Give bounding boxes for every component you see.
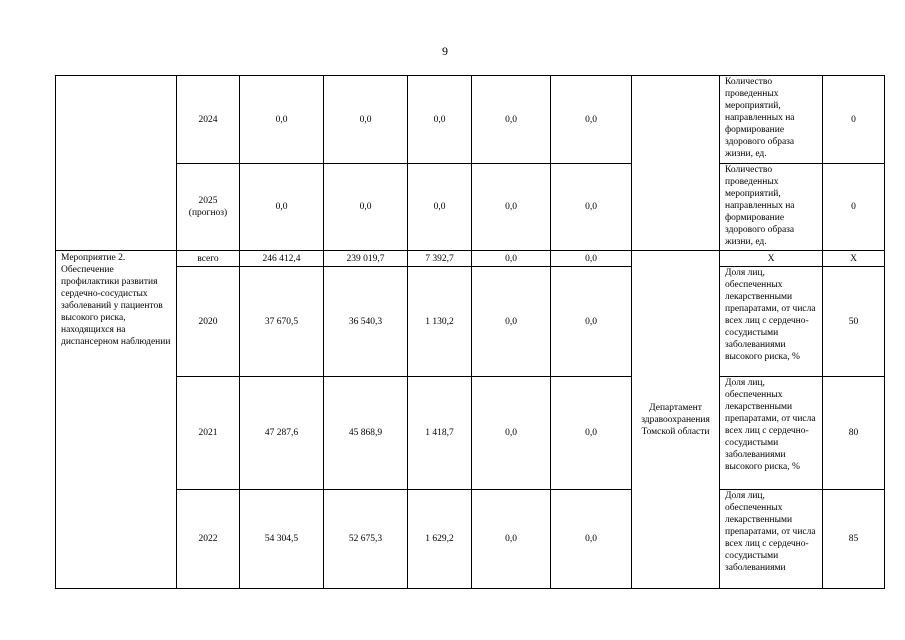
indicator-value-cell: 50 (823, 267, 885, 377)
local-budget-cell: 0,0 (472, 490, 551, 589)
other-sources-cell: 0,0 (551, 164, 632, 251)
table-row (56, 267, 885, 377)
regional-budget-cell: 52 675,3 (324, 490, 408, 589)
year-cell: 2020 (177, 267, 240, 377)
executor-cell: Департамент здравоохранения Томской области (632, 251, 720, 589)
indicator-value-cell: 85 (823, 490, 885, 589)
regional-budget-cell: 0,0 (324, 76, 408, 164)
activity-name-cell (56, 76, 177, 251)
regional-budget-cell: 239 019,7 (324, 251, 408, 267)
total-cell: 0,0 (240, 164, 324, 251)
executor-cell (632, 76, 720, 251)
local-budget-cell: 0,0 (472, 251, 551, 267)
total-cell: 0,0 (240, 76, 324, 164)
page-number: 9 (442, 44, 448, 58)
indicator-cell: Доля лиц, обеспеченных лекарственными препаратами, от числа всех лиц с сердечно-сосудистыми заболеваниями высокого риска, % (720, 377, 823, 490)
federal-budget-cell: 7 392,7 (408, 251, 472, 267)
indicator-cell: Х (720, 251, 823, 267)
total-cell: 37 670,5 (240, 267, 324, 377)
indicator-value-cell: 0 (823, 164, 885, 251)
other-sources-cell: 0,0 (551, 76, 632, 164)
indicator-cell: Количество проведенных мероприятий, направленных на формирование здорового образа жизни, ед. (720, 76, 823, 164)
total-cell: 54 304,5 (240, 490, 324, 589)
indicator-cell: Количество проведенных мероприятий, направленных на формирование здорового образа жизни, ед. (720, 164, 823, 251)
table-row (56, 251, 885, 267)
table-row (56, 377, 885, 490)
other-sources-cell: 0,0 (551, 267, 632, 377)
year-cell: 2022 (177, 490, 240, 589)
local-budget-cell: 0,0 (472, 76, 551, 164)
regional-budget-cell: 0,0 (324, 164, 408, 251)
other-sources-cell: 0,0 (551, 251, 632, 267)
total-cell: 47 287,6 (240, 377, 324, 490)
other-sources-cell: 0,0 (551, 377, 632, 490)
federal-budget-cell: 1 130,2 (408, 267, 472, 377)
federal-budget-cell: 0,0 (408, 164, 472, 251)
regional-budget-cell: 45 868,9 (324, 377, 408, 490)
indicator-value-cell: 80 (823, 377, 885, 490)
indicator-cell: Доля лиц, обеспеченных лекарственными препаратами, от числа всех лиц с сердечно-сосудистыми заболеваниями (720, 490, 823, 589)
program-table (55, 75, 885, 589)
local-budget-cell: 0,0 (472, 164, 551, 251)
federal-budget-cell: 1 418,7 (408, 377, 472, 490)
indicator-value-cell: 0 (823, 76, 885, 164)
year-cell: всего (177, 251, 240, 267)
year-cell: 2025 (прогноз) (177, 164, 240, 251)
local-budget-cell: 0,0 (472, 377, 551, 490)
table-row (56, 76, 885, 164)
indicator-value-cell: Х (823, 251, 885, 267)
table-row (56, 490, 885, 589)
total-cell: 246 412,4 (240, 251, 324, 267)
table-row (56, 164, 885, 251)
year-cell: 2024 (177, 76, 240, 164)
other-sources-cell: 0,0 (551, 490, 632, 589)
local-budget-cell: 0,0 (472, 267, 551, 377)
year-cell: 2021 (177, 377, 240, 490)
indicator-cell: Доля лиц, обеспеченных лекарственными препаратами, от числа всех лиц с сердечно-сосудистыми заболеваниями высокого риска, % (720, 267, 823, 377)
regional-budget-cell: 36 540,3 (324, 267, 408, 377)
federal-budget-cell: 1 629,2 (408, 490, 472, 589)
federal-budget-cell: 0,0 (408, 76, 472, 164)
activity-name-cell: Мероприятие 2. Обеспечение профилактики развития сердечно-сосудистых заболеваний у пациентов высокого риска, находящихся на диспансерном наблюдении (56, 251, 177, 589)
